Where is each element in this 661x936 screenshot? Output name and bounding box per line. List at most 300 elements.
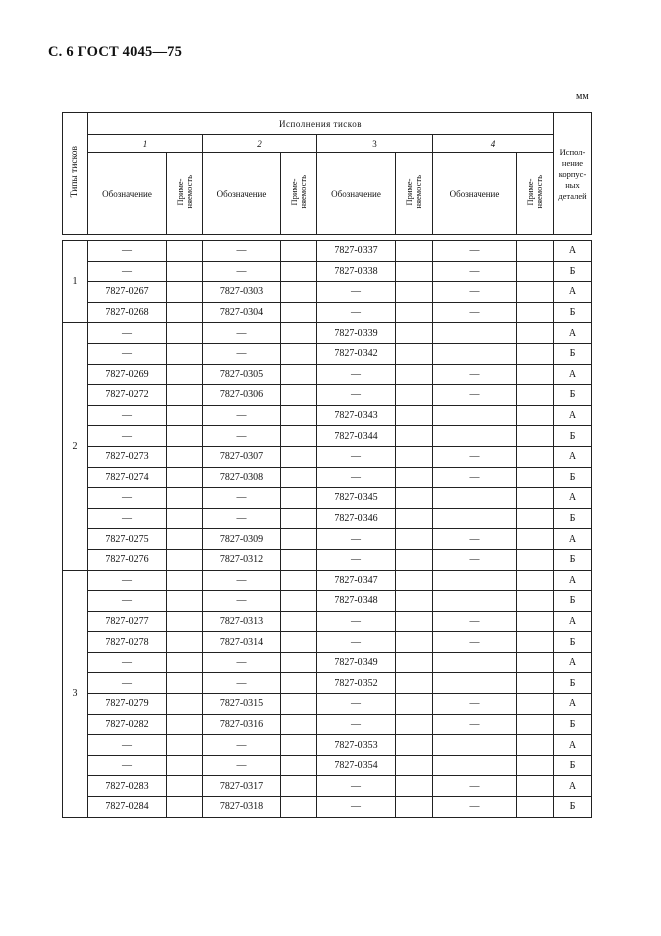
applicability-cell-4 [517,714,554,735]
designation-cell-1: — [88,755,167,776]
designation-cell-1: 7827-0272 [88,385,167,406]
designation-cell-3: 7827-0348 [317,591,396,612]
designation-cell-2: — [203,261,281,282]
body-version-cell: Б [554,714,592,735]
applicability-header: Приме- няемость [396,153,433,235]
designation-cell-3: 7827-0339 [317,323,396,344]
applicability-cell-2 [281,755,317,776]
body-version-cell: А [554,611,592,632]
applicability-cell-4 [517,694,554,715]
designation-cell-4 [433,673,517,694]
designation-cell-2: — [203,241,281,262]
designation-cell-3: — [317,282,396,303]
table-row [63,776,592,797]
designation-cell-1: — [88,488,167,509]
designation-cell-1: 7827-0267 [88,282,167,303]
applicability-cell-1 [167,735,203,756]
designation-cell-2: — [203,426,281,447]
applicability-cell-1 [167,611,203,632]
applicability-cell-2 [281,343,317,364]
applicability-cell-2 [281,714,317,735]
designation-header: Обозначение [88,153,167,235]
table-row [63,241,592,262]
applicability-cell-1 [167,776,203,797]
applicability-cell-2 [281,652,317,673]
designation-cell-1: 7827-0268 [88,302,167,323]
applicability-cell-1 [167,755,203,776]
body-version-cell: Б [554,632,592,653]
table-row [63,467,592,488]
body-version-cell: Б [554,343,592,364]
applicability-cell-3 [396,241,433,262]
applicability-cell-3 [396,529,433,550]
designation-cell-2: — [203,343,281,364]
designation-header: Обозначение [203,153,281,235]
applicability-cell-2 [281,241,317,262]
types-header-cell [63,113,88,235]
body-version-cell: А [554,323,592,344]
table-row [63,673,592,694]
applicability-cell-1 [167,446,203,467]
applicability-cell-1 [167,282,203,303]
body-version-cell: Б [554,261,592,282]
designation-cell-1: — [88,323,167,344]
body-version-cell: А [554,652,592,673]
vise-type-cell: 3 [63,570,88,817]
designation-cell-2: 7827-0314 [203,632,281,653]
body-version-cell: Б [554,755,592,776]
applicability-cell-3 [396,632,433,653]
table-row [63,364,592,385]
table-row [63,611,592,632]
body-version-cell: А [554,364,592,385]
applicability-cell-4 [517,385,554,406]
designation-cell-1: 7827-0275 [88,529,167,550]
designation-cell-2: 7827-0309 [203,529,281,550]
body-version-cell: Б [554,302,592,323]
applicability-cell-2 [281,529,317,550]
table-body [63,241,592,818]
designation-cell-3: 7827-0345 [317,488,396,509]
designation-cell-3: 7827-0343 [317,405,396,426]
table-row [63,797,592,818]
designation-cell-1: — [88,652,167,673]
table-head [63,113,592,241]
designation-cell-4: — [433,611,517,632]
applicability-cell-2 [281,611,317,632]
applicability-cell-2 [281,797,317,818]
body-version-cell: А [554,570,592,591]
designation-cell-3: — [317,797,396,818]
body-version-cell: А [554,282,592,303]
versions-group-header: Исполнения тисков [88,113,554,135]
table-row [63,529,592,550]
designation-cell-1: 7827-0278 [88,632,167,653]
table-row [63,591,592,612]
designation-cell-3: 7827-0352 [317,673,396,694]
body-version-cell: Б [554,549,592,570]
table-row [63,426,592,447]
designation-cell-3: — [317,467,396,488]
designation-cell-4 [433,488,517,509]
designation-cell-2: 7827-0307 [203,446,281,467]
designation-cell-4 [433,735,517,756]
applicability-cell-3 [396,364,433,385]
designation-cell-3: — [317,364,396,385]
designation-cell-3: — [317,446,396,467]
applicability-cell-3 [396,302,433,323]
designation-cell-1: — [88,570,167,591]
applicability-cell-1 [167,632,203,653]
applicability-cell-2 [281,549,317,570]
designation-cell-4: — [433,302,517,323]
applicability-cell-3 [396,611,433,632]
designation-cell-2: 7827-0304 [203,302,281,323]
applicability-cell-3 [396,591,433,612]
designation-cell-3: — [317,529,396,550]
applicability-cell-4 [517,364,554,385]
designation-cell-4: — [433,261,517,282]
applicability-cell-3 [396,549,433,570]
body-version-cell: Б [554,591,592,612]
designation-cell-3: 7827-0342 [317,343,396,364]
version-1-header: 1 [88,135,203,153]
designation-cell-1: 7827-0269 [88,364,167,385]
designation-cell-1: 7827-0274 [88,467,167,488]
applicability-cell-4 [517,508,554,529]
applicability-cell-3 [396,570,433,591]
body-version-cell: А [554,776,592,797]
designation-cell-2: — [203,735,281,756]
applicability-cell-4 [517,426,554,447]
designation-cell-1: 7827-0279 [88,694,167,715]
designation-cell-1: 7827-0277 [88,611,167,632]
applicability-cell-4 [517,302,554,323]
applicability-cell-3 [396,343,433,364]
applicability-cell-4 [517,323,554,344]
applicability-cell-4 [517,632,554,653]
body-version-cell: А [554,529,592,550]
applicability-cell-3 [396,673,433,694]
applicability-cell-4 [517,755,554,776]
designation-cell-3: — [317,776,396,797]
applicability-cell-4 [517,673,554,694]
applicability-cell-4 [517,797,554,818]
designation-cell-2: — [203,755,281,776]
applicability-cell-2 [281,302,317,323]
body-version-cell: А [554,488,592,509]
applicability-cell-1 [167,385,203,406]
designation-cell-4 [433,591,517,612]
designation-cell-4: — [433,549,517,570]
designation-cell-1: — [88,591,167,612]
table-row [63,282,592,303]
applicability-cell-2 [281,570,317,591]
applicability-cell-4 [517,611,554,632]
designation-header: Обозначение [433,153,517,235]
applicability-cell-2 [281,488,317,509]
applicability-cell-1 [167,302,203,323]
types-header: Типы тисков [70,146,80,198]
body-version-cell: А [554,694,592,715]
applicability-cell-3 [396,323,433,344]
applicability-cell-3 [396,426,433,447]
applicability-cell-1 [167,508,203,529]
table-row [63,549,592,570]
applicability-cell-1 [167,797,203,818]
applicability-cell-3 [396,488,433,509]
applicability-cell-4 [517,776,554,797]
designation-cell-4: — [433,776,517,797]
applicability-cell-4 [517,488,554,509]
table-row [63,652,592,673]
designation-cell-2: — [203,323,281,344]
applicability-cell-1 [167,529,203,550]
designation-cell-1: — [88,343,167,364]
body-version-cell: Б [554,385,592,406]
designation-cell-2: 7827-0317 [203,776,281,797]
applicability-cell-1 [167,364,203,385]
applicability-cell-2 [281,364,317,385]
designation-cell-2: — [203,591,281,612]
applicability-cell-2 [281,385,317,406]
designation-cell-4 [433,652,517,673]
applicability-cell-3 [396,446,433,467]
designation-cell-4: — [433,714,517,735]
applicability-cell-4 [517,467,554,488]
designation-cell-2: 7827-0303 [203,282,281,303]
designation-cell-2: 7827-0305 [203,364,281,385]
applicability-cell-3 [396,735,433,756]
designation-cell-4: — [433,797,517,818]
body-version-cell: А [554,241,592,262]
applicability-cell-2 [281,735,317,756]
designation-cell-1: — [88,261,167,282]
page-header: С. 6 ГОСТ 4045—75 [48,44,183,60]
designation-cell-1: 7827-0284 [88,797,167,818]
designation-cell-4 [433,755,517,776]
designation-cell-2: 7827-0318 [203,797,281,818]
designation-cell-1: 7827-0273 [88,446,167,467]
table-row [63,488,592,509]
applicability-cell-4 [517,241,554,262]
applicability-cell-2 [281,426,317,447]
applicability-header: Приме- няемость [167,153,203,235]
applicability-cell-1 [167,673,203,694]
designation-cell-4: — [433,241,517,262]
designation-cell-3: — [317,714,396,735]
designation-cell-4: — [433,529,517,550]
applicability-cell-3 [396,261,433,282]
designation-cell-1: 7827-0282 [88,714,167,735]
designation-cell-2: 7827-0306 [203,385,281,406]
applicability-cell-4 [517,282,554,303]
designation-cell-2: 7827-0316 [203,714,281,735]
body-version-cell: А [554,735,592,756]
applicability-cell-3 [396,652,433,673]
designation-cell-2: 7827-0315 [203,694,281,715]
applicability-cell-4 [517,570,554,591]
designation-cell-3: 7827-0338 [317,261,396,282]
applicability-cell-1 [167,405,203,426]
designation-cell-1: — [88,426,167,447]
applicability-cell-4 [517,446,554,467]
applicability-cell-2 [281,261,317,282]
body-version-header [554,113,592,235]
table-row [63,632,592,653]
designation-cell-2: — [203,508,281,529]
spec-table [62,112,592,818]
applicability-header: Приме- няемость [517,153,554,235]
designation-cell-2: — [203,405,281,426]
applicability-cell-2 [281,446,317,467]
designation-cell-3: 7827-0344 [317,426,396,447]
designation-cell-1: 7827-0283 [88,776,167,797]
applicability-cell-2 [281,776,317,797]
designation-cell-3: — [317,611,396,632]
designation-cell-4: — [433,364,517,385]
applicability-cell-1 [167,426,203,447]
applicability-cell-1 [167,261,203,282]
applicability-cell-3 [396,282,433,303]
designation-cell-3: — [317,385,396,406]
table-row [63,385,592,406]
table-row [63,323,592,344]
designation-cell-2: — [203,570,281,591]
applicability-cell-2 [281,694,317,715]
applicability-cell-2 [281,632,317,653]
table-row [63,446,592,467]
table-row [63,735,592,756]
designation-cell-2: — [203,652,281,673]
designation-cell-4 [433,405,517,426]
applicability-cell-4 [517,405,554,426]
designation-cell-3: — [317,302,396,323]
applicability-cell-1 [167,323,203,344]
applicability-cell-3 [396,714,433,735]
applicability-cell-1 [167,591,203,612]
designation-cell-3: — [317,549,396,570]
designation-cell-1: — [88,673,167,694]
designation-cell-4: — [433,385,517,406]
version-2-header: 2 [203,135,317,153]
applicability-cell-3 [396,797,433,818]
designation-cell-4: — [433,467,517,488]
applicability-cell-4 [517,529,554,550]
table-row [63,508,592,529]
table-row [63,405,592,426]
table-row [63,261,592,282]
designation-header: Обозначение [317,153,396,235]
designation-cell-1: — [88,735,167,756]
applicability-cell-4 [517,652,554,673]
applicability-cell-4 [517,549,554,570]
body-version-cell: Б [554,467,592,488]
applicability-cell-1 [167,488,203,509]
designation-cell-3: — [317,632,396,653]
designation-cell-3: 7827-0337 [317,241,396,262]
body-version-cell: А [554,405,592,426]
applicability-cell-1 [167,343,203,364]
designation-cell-4: — [433,632,517,653]
designation-cell-2: 7827-0313 [203,611,281,632]
applicability-cell-3 [396,776,433,797]
body-version-cell: Б [554,426,592,447]
designation-cell-3: 7827-0347 [317,570,396,591]
designation-cell-3: 7827-0354 [317,755,396,776]
table-row [63,302,592,323]
body-version-cell: А [554,446,592,467]
designation-cell-1: — [88,405,167,426]
designation-cell-2: — [203,673,281,694]
designation-cell-4: — [433,282,517,303]
version-4-header: 4 [433,135,554,153]
vise-type-cell: 2 [63,323,88,570]
designation-cell-4 [433,343,517,364]
table-row [63,714,592,735]
applicability-cell-3 [396,385,433,406]
designation-cell-4: — [433,446,517,467]
applicability-cell-4 [517,735,554,756]
designation-cell-4 [433,426,517,447]
body-version-cell: Б [554,673,592,694]
designation-cell-3: 7827-0353 [317,735,396,756]
body-version-header-text: Испол- нение корпус- ных деталей [558,147,587,201]
designation-cell-1: — [88,241,167,262]
applicability-cell-1 [167,714,203,735]
designation-cell-3: — [317,694,396,715]
applicability-cell-3 [396,508,433,529]
designation-cell-1: — [88,508,167,529]
applicability-cell-1 [167,241,203,262]
body-version-cell: Б [554,797,592,818]
designation-cell-3: 7827-0346 [317,508,396,529]
applicability-cell-2 [281,405,317,426]
designation-cell-4 [433,570,517,591]
applicability-cell-1 [167,694,203,715]
applicability-cell-4 [517,343,554,364]
applicability-cell-1 [167,652,203,673]
designation-cell-3: 7827-0349 [317,652,396,673]
body-version-cell: Б [554,508,592,529]
applicability-cell-2 [281,282,317,303]
version-3-header: 3 [317,135,433,153]
table-row [63,570,592,591]
table-row [63,343,592,364]
table-row [63,694,592,715]
vise-type-cell: 1 [63,241,88,323]
applicability-cell-2 [281,323,317,344]
designation-cell-2: 7827-0312 [203,549,281,570]
applicability-cell-2 [281,508,317,529]
designation-cell-4: — [433,694,517,715]
applicability-cell-3 [396,755,433,776]
applicability-cell-3 [396,467,433,488]
table-row [63,755,592,776]
applicability-cell-1 [167,549,203,570]
designation-cell-2: — [203,488,281,509]
designation-cell-1: 7827-0276 [88,549,167,570]
designation-cell-2: 7827-0308 [203,467,281,488]
applicability-cell-2 [281,673,317,694]
units-label: мм [576,91,589,102]
applicability-cell-3 [396,405,433,426]
designation-cell-4 [433,508,517,529]
applicability-cell-1 [167,570,203,591]
applicability-header: Приме- няемость [281,153,317,235]
applicability-cell-2 [281,591,317,612]
applicability-cell-4 [517,261,554,282]
